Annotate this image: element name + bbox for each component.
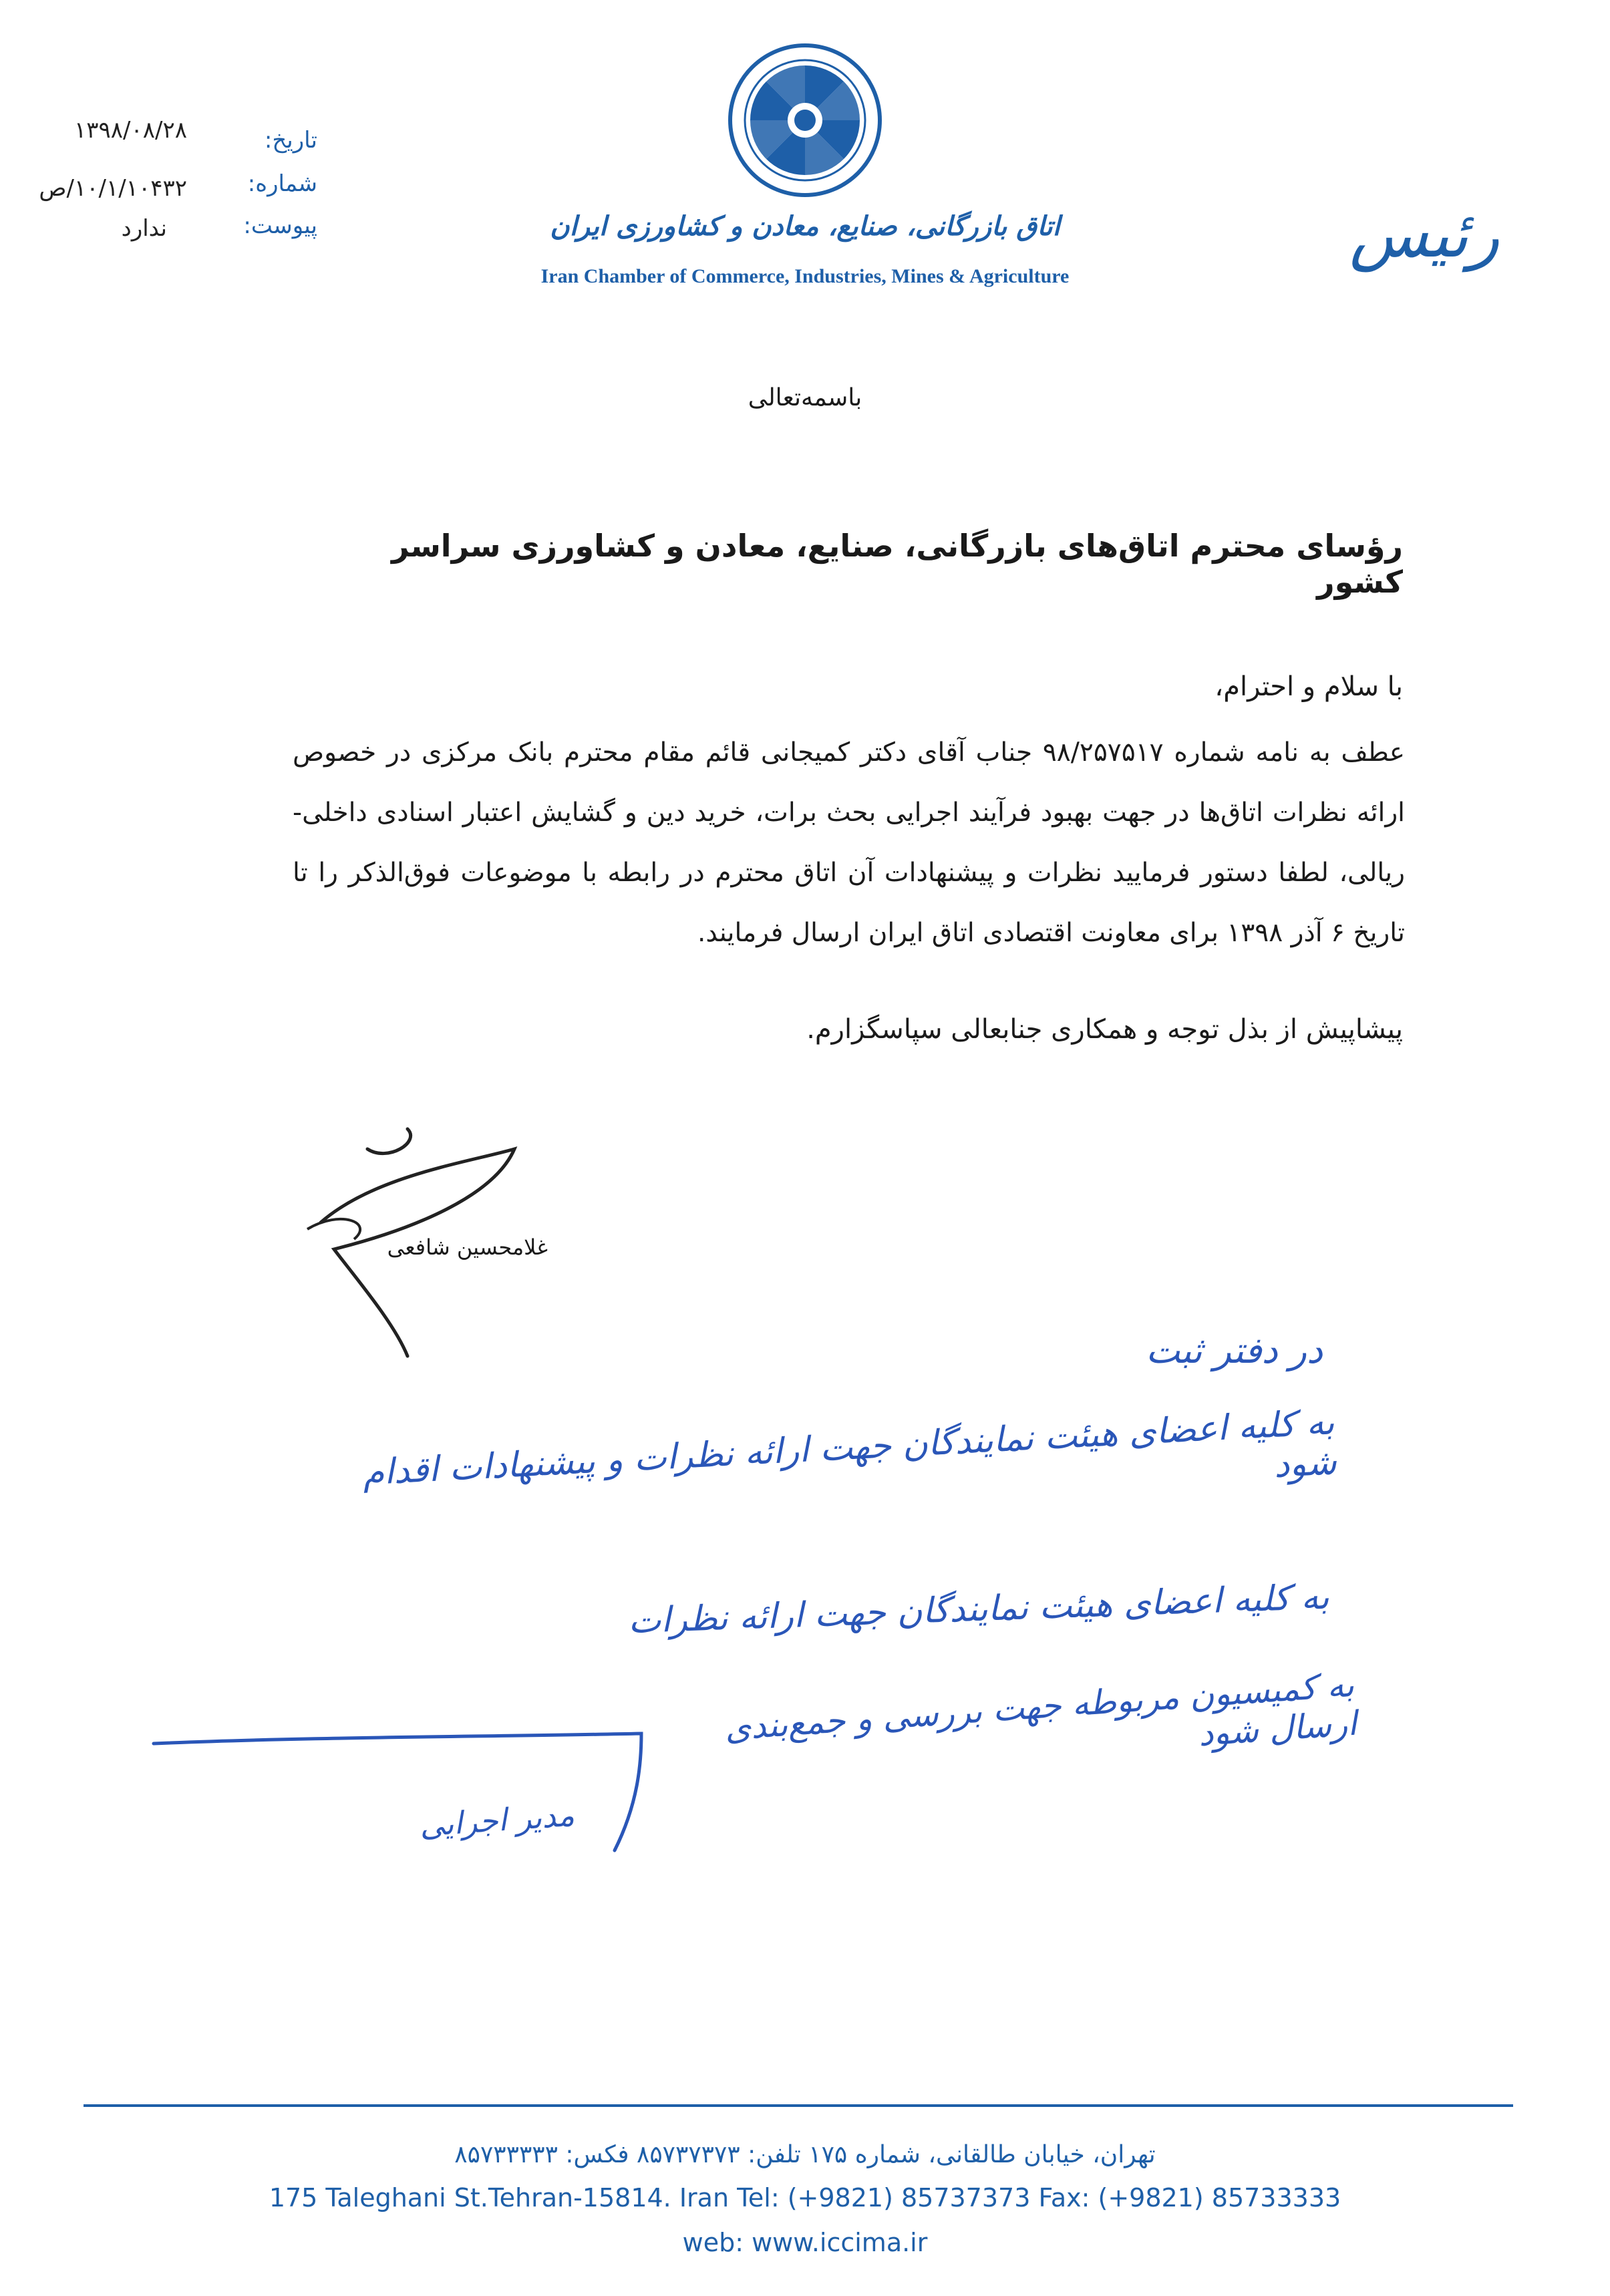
closing: پیشاپیش از بذل توجه و همکاری جنابعالی سپاسگزارم. [806,1014,1403,1045]
date-value: ۱۳۹۸/۰۸/۲۸ [73,117,187,144]
number-label: شماره: [247,170,317,197]
handwritten-note-5: مدیر اجرایی [418,1796,576,1844]
number-value: ۱۰/۱/۱۰۴۳۲/ص [39,175,187,202]
iccima-emblem-icon [718,33,892,207]
letter-body: عطف به نامه شماره ۹۸/۲۵۷۵۱۷ جناب آقای دکتر کمیجانی قائم مقام محترم بانک مرکزی در خصوص ارائه نظرات اتاق‌ها در جهت بهبود فرآیند اجرایی بحث برات، خرید دین و گشایش اعتبار اسنادی داخلی- ریالی، لطفا دستور فرمایید نظرات و پیشنهادات آن اتاق محترم در رابطه با موضوعات فوق‌الذکر را تا تاریخ ۶ آذر ۱۳۹۸ برای معاونت اقتصادی اتاق ایران ارسال فرمایند. [293,737,1405,948]
footer-website: web: www.iccima.ir [682,2228,928,2257]
attachment-value: ندارد [121,215,167,242]
salutation: با سلام و احترام، [1215,671,1403,702]
handwritten-note-3: به کلیه اعضای هیئت نمایندگان جهت ارائه نظرات [627,1577,1330,1642]
date-label: تاریخ: [264,127,317,154]
handwritten-stroke-icon [147,1724,655,1857]
attachment-label: پیوست: [243,212,317,239]
footer-divider [84,2104,1513,2107]
invocation: باسمه‌تعالی [748,384,862,412]
footer-address-en: 175 Taleghani St.Tehran-15814. Iran Tel: (+9821) 85737373 Fax: (+9821) 85733333 [269,2183,1341,2212]
handwritten-note-2: به کلیه اعضای هیئت نمایندگان جهت ارائه نظرات و پیشنهادات اقدام شود [361,1402,1338,1494]
handwritten-note-1: در دفتر ثبت [1146,1329,1323,1371]
signer-name: غلامحسین شافعی [387,1235,548,1260]
org-name-fa: اتاق بازرگانی، صنایع، معادن و کشاورزی ایران [550,210,1060,242]
president-title: رئیس [1349,197,1500,272]
org-name-en: Iran Chamber of Commerce, Industries, Mines & Agriculture [540,265,1070,287]
recipient: رؤسای محترم اتاق‌های بازرگانی، صنایع، معادن و کشاورزی سراسر کشور [391,528,1403,600]
footer-address-fa: تهران، خیابان طالقانی، شماره ۱۷۵ تلفن: ۸۵۷۳۷۳۷۳ فکس: ۸۵۷۳۳۳۳۳ [454,2141,1156,2168]
handwritten-note-4: به کمیسیون مربوطه جهت بررسی و جمع‌بندی ارسال شود [723,1665,1358,1754]
